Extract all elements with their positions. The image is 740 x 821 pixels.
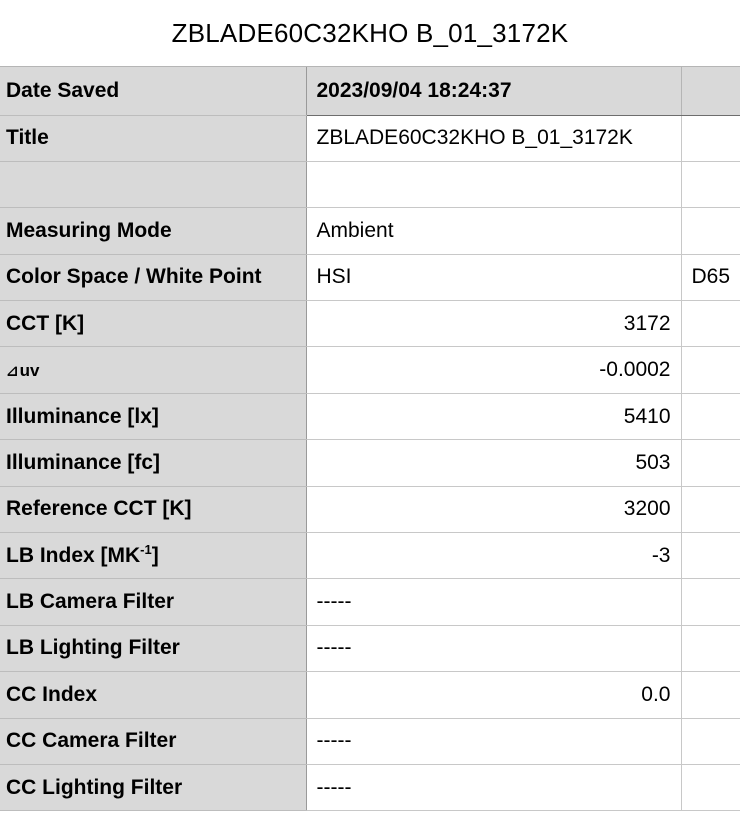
row-label-lb-index[interactable] [0, 533, 306, 579]
delta-symbol: ⊿ [6, 363, 19, 381]
row-value-cc-lighting-filter[interactable]: ----- [306, 764, 681, 810]
lb-index-label-suffix: ] [151, 543, 159, 567]
row-label-title[interactable]: Title [0, 115, 306, 161]
row-label-measuring-mode[interactable]: Measuring Mode [0, 208, 306, 254]
row-value-illuminance-fc[interactable]: 503 [306, 440, 681, 486]
lb-index-label-text: LB Index [MK [6, 543, 141, 567]
row-value-reference-cct[interactable]: 3200 [306, 486, 681, 532]
row-extra-illuminance-lx[interactable] [681, 393, 740, 439]
table-row [0, 440, 740, 486]
row-label-lb-lighting-filter[interactable]: LB Lighting Filter [0, 625, 306, 671]
row-extra-illuminance-fc[interactable] [681, 440, 740, 486]
row-extra-title[interactable] [681, 115, 740, 161]
table-row [0, 486, 740, 532]
row-extra-lb-lighting-filter[interactable] [681, 625, 740, 671]
row-label-color-space[interactable]: Color Space / White Point [0, 254, 306, 300]
table-row [0, 579, 740, 625]
row-value-illuminance-lx[interactable]: 5410 [306, 393, 681, 439]
row-extra-lb-index[interactable] [681, 533, 740, 579]
table-row [0, 301, 740, 347]
table-row [0, 208, 740, 254]
table-row [0, 533, 740, 579]
row-extra-cct[interactable] [681, 301, 740, 347]
table-row [0, 625, 740, 671]
row-value-title[interactable]: ZBLADE60C32KHO B_01_3172K [306, 115, 681, 161]
table-row [0, 718, 740, 764]
row-value-cct[interactable]: 3172 [306, 301, 681, 347]
row-extra-reference-cct[interactable] [681, 486, 740, 532]
row-value-color-space[interactable]: HSI [306, 254, 681, 300]
row-value-lb-index[interactable]: -3 [306, 533, 681, 579]
row-value-lb-lighting-filter[interactable]: ----- [306, 625, 681, 671]
row-extra-duv[interactable] [681, 347, 740, 393]
table-row [0, 115, 740, 161]
lb-index-exponent: -1 [140, 541, 152, 557]
row-extra-white-point[interactable]: D65 [681, 254, 740, 300]
row-label-cc-index[interactable]: CC Index [0, 672, 306, 718]
row-extra-cc-lighting-filter[interactable] [681, 764, 740, 810]
table-header-row [0, 67, 740, 115]
row-label-cc-lighting-filter[interactable]: CC Lighting Filter [0, 764, 306, 810]
row-extra-lb-camera-filter[interactable] [681, 579, 740, 625]
document-title: ZBLADE60C32KHO B_01_3172K [171, 17, 569, 48]
row-label-lb-camera-filter[interactable]: LB Camera Filter [0, 579, 306, 625]
row-value-measuring-mode[interactable]: Ambient [306, 208, 681, 254]
row-label-blank[interactable] [0, 161, 306, 207]
measurement-table [0, 67, 740, 811]
row-label-illuminance-lx[interactable]: Illuminance [lx] [0, 393, 306, 439]
row-label-cct[interactable]: CCT [K] [0, 301, 306, 347]
row-value-duv[interactable]: -0.0002 [306, 347, 681, 393]
table-row [0, 254, 740, 300]
row-label-reference-cct[interactable]: Reference CCT [K] [0, 486, 306, 532]
header-value-cell[interactable]: 2023/09/04 18:24:37 [306, 67, 681, 115]
row-value-cc-camera-filter[interactable]: ----- [306, 718, 681, 764]
row-extra-measuring-mode[interactable] [681, 208, 740, 254]
row-value-lb-camera-filter[interactable]: ----- [306, 579, 681, 625]
row-extra-cc-camera-filter[interactable] [681, 718, 740, 764]
header-extra-cell[interactable] [681, 67, 740, 115]
row-value-blank[interactable] [306, 161, 681, 207]
row-label-duv[interactable] [0, 347, 306, 393]
row-label-illuminance-fc[interactable]: Illuminance [fc] [0, 440, 306, 486]
duv-label-text: uv [19, 361, 40, 381]
table-row [0, 672, 740, 718]
row-extra-blank[interactable] [681, 161, 740, 207]
row-extra-cc-index[interactable] [681, 672, 740, 718]
table-row [0, 347, 740, 393]
header-label-cell[interactable]: Date Saved [0, 67, 306, 115]
row-label-cc-camera-filter[interactable]: CC Camera Filter [0, 718, 306, 764]
table-row [0, 393, 740, 439]
row-value-cc-index[interactable]: 0.0 [306, 672, 681, 718]
table-row [0, 161, 740, 207]
table-row [0, 764, 740, 810]
